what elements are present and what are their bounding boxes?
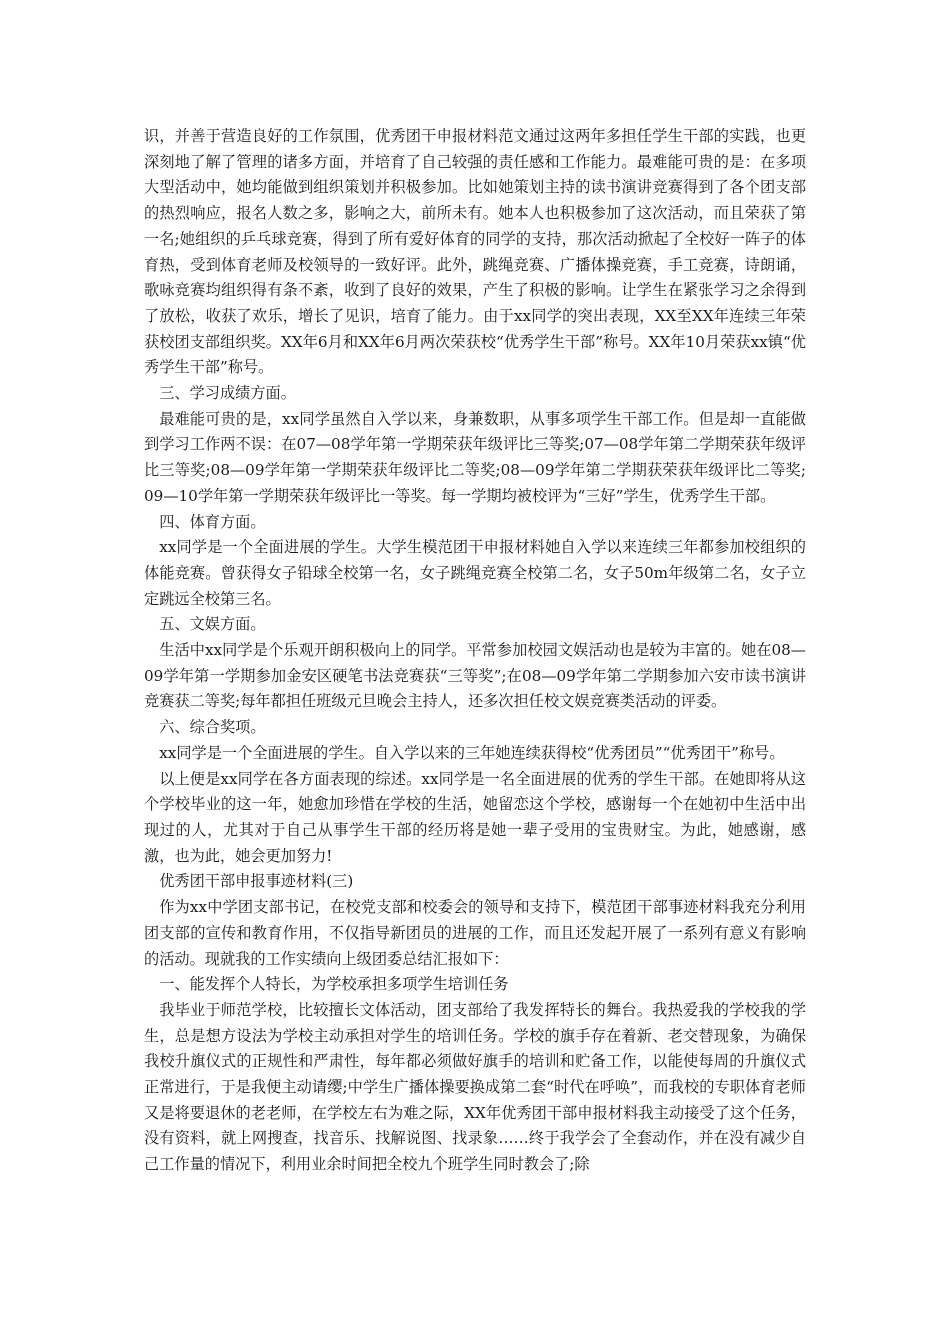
- section-heading-awards: 六、综合奖项。: [159, 718, 266, 737]
- paragraph-awards: xx同学是一个全面进展的学生。自入学以来的三年她连续获得校“优秀团员”“优秀团干”称号。: [159, 743, 785, 762]
- paragraph-arts: 生活中xx同学是个乐观开朗积极向上的同学。平常参加校园文娱活动也是较为丰富的。她在08—09学年第一学期参加金安区硬笔书法竞赛获“三等奖”;在08—09学年第二学期参加六安市读书演讲竞赛获二等奖;每年都担任班级元旦晚会主持人，还多次担任校文娱竞赛类活动的评委。: [144, 641, 806, 711]
- document-page: [144, 124, 806, 1178]
- paragraph-conclusion: 以上便是xx同学在各方面表现的综述。xx同学是一名全面进展的优秀的学生干部。在她即将从这个学校毕业的这一年，她愈加珍惜在学校的生活，她留恋这个学校，感谢每一个在她初中生活中出现过的人，尤其对于自己从事学生干部的经历将是她一辈子受用的宝贵财宝。为此，她感谢，感激，也为此，她会更加努力!: [144, 769, 806, 865]
- section-heading-sports: 四、体育方面。: [159, 512, 266, 531]
- document-section-title: 优秀团干部申报事迹材料(三): [159, 872, 354, 891]
- paragraph-leadership-summary: 识，并善于营造良好的工作氛围，优秀团干申报材料范文通过这两年多担任学生干部的实践，也更深刻地了解了管理的诸多方面，并培育了自己较强的责任感和工作能力。最难能可贵的是：在多项大型活动中，她均能做到组织策划并积极参加。比如她策划主持的读书演讲竞赛得到了各个团支部的热烈响应，报名人数之多，影响之大，前所未有。她本人也积极参加了这次活动，而且荣获了第一名;她组织的乒乓球竞赛，得到了所有爱好体育的同学的支持，那次活动掀起了全校好一阵子的体育热，受到体育老师及校领导的一致好评。此外，跳绳竞赛、广播体操竞赛，手工竞赛，诗朗诵，歌咏竞赛均组织得有条不紊，收到了良好的效果，产生了积极的影响。让学生在紧张学习之余得到了放松，收获了欢乐，增长了见识，培育了能力。由于xx同学的突出表现，XX至XX年连续三年荣获校团支部组织奖。XX年6月和XX年6月两次荣获校“优秀学生干部”称号。XX年10月荣获xx镇“优秀学生干部”称号。: [144, 127, 806, 377]
- paragraph-sports: xx同学是一个全面进展的学生。大学生模范团干申报材料她自入学以来连续三年都参加校组织的体能竞赛。曾获得女子铅球全校第一名，女子跳绳竞赛全校第二名，女子50m年级第二名，女子立定跳远全校第三名。: [144, 538, 806, 608]
- section-heading-academics: 三、学习成绩方面。: [159, 384, 296, 403]
- paragraph-introduction: 作为xx中学团支部书记，在校党支部和校委会的领导和支持下，模范团干部事迹材料我充分利用团支部的宣传和教育作用，不仅指导新团员的进展的工作，而且还发起开展了一系列有意义有影响的活动。现就我的工作实绩向上级团委总结汇报如下：: [144, 898, 806, 968]
- paragraph-training: 我毕业于师范学校，比较擅长文体活动，团支部给了我发挥特长的舞台。我热爱我的学校我的学生，总是想方设法为学校主动承担对学生的培训任务。学校的旗手存在着新、老交替现象，为确保我校升旗仪式的正规性和严肃性，每年都必须做好旗手的培训和贮备工作，以能使每周的升旗仪式正常进行，于是我便主动请缨;中学生广播体操要换成第二套“时代在呼唤”，而我校的专职体育老师又是将要退休的老老师，在学校左右为难之际，XX年优秀团干部申报材料我主动接受了这个任务，没有资料，就上网搜查，找音乐、找解说图、找录象……终于我学会了全套动作，并在没有减少自己工作量的情况下，利用业余时间把全校九个班学生同时教会了;除: [144, 1000, 806, 1174]
- paragraph-academics: 最难能可贵的是，xx同学虽然自入学以来，身兼数职，从事多项学生干部工作。但是却一直能做到学习工作两不误：在07—08学年第一学期荣获年级评比三等奖;07—08学年第二学期荣获年级评比三等奖;08—09学年第一学期荣获年级评比二等奖;08—09学年第二学期获荣获年级评比二等奖;09—10学年第一学期荣获年级评比一等奖。每一学期均被校评为“三好”学生，优秀学生干部。: [144, 409, 806, 505]
- section-heading-arts: 五、文娱方面。: [159, 615, 266, 634]
- section-heading-training: 一、能发挥个人特长，为学校承担多项学生培训任务: [159, 975, 509, 994]
